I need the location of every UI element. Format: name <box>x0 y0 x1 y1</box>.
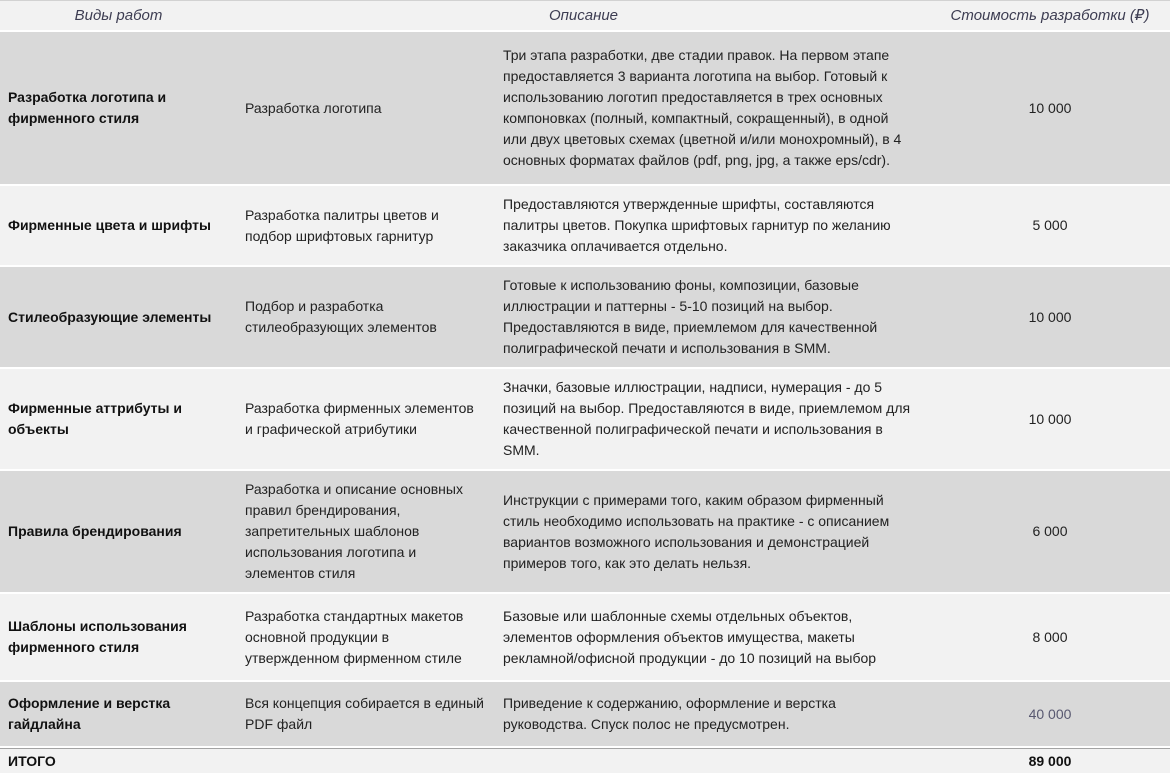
table-header-row <box>0 0 1170 30</box>
total-price: 89 000 <box>1028 753 1072 769</box>
price-cell: 10 000 <box>1028 308 1072 325</box>
table-row <box>0 32 1170 184</box>
price-cell: 10 000 <box>1028 99 1072 116</box>
work-type-cell: Оформление и верстка гайдлайна <box>8 695 171 732</box>
work-type-cell: Разработка логотипа и фирменного стиля <box>8 89 167 126</box>
price-cell: 5 000 <box>1032 217 1068 233</box>
table-row <box>0 682 1170 746</box>
table-row <box>0 594 1170 680</box>
description-cell: Значки, базовые иллюстрации, надписи, нумерация - до 5 позиций на выбор. Предоставляются в виде, приемлемом для качественной полиграфической печати и использования в SMM. <box>503 379 911 458</box>
work-subtype-cell: Разработка фирменных элементов и графической атрибутики <box>245 400 474 437</box>
work-type-cell: Фирменные цвета и шрифты <box>8 217 211 233</box>
work-subtype-cell: Разработка и описание основных правил брендирования, запретительных шаблонов использования логотипа и элементов стиля <box>245 481 463 581</box>
work-subtype-cell: Разработка палитры цветов и подбор шрифтовых гарнитур <box>245 206 439 244</box>
header-price: Стоимость разработки (₽) <box>950 7 1150 24</box>
description-cell: Три этапа разработки, две стадии правок. На первом этапе предоставляется 3 варианта логотипа на выбор. Готовый к использованию логотип предоставляется в трех основных компоновках (полный, компактный, сокращенный), в одной или двух цветовых схемах (цветной и/или монохромный), в 4 основных форматах файлов (pdf, png, jpg, а также eps/cdr). <box>503 47 902 168</box>
table-row <box>0 186 1170 265</box>
table-total-row <box>0 748 1170 773</box>
description-cell: Базовые или шаблонные схемы отдельных объектов, элементов оформления объектов имущества, макеты рекламной/офисной продукции - до 10 позиций на выбор <box>503 607 877 666</box>
description-cell: Приведение к содержанию, оформление и верстка руководства. Спуск полос не предусмотрен. <box>503 695 836 732</box>
price-cell: 8 000 <box>1032 628 1068 645</box>
work-type-cell: Фирменные аттрибуты и объекты <box>8 400 182 437</box>
header-description: Описание <box>548 7 619 24</box>
work-subtype-cell: Разработка логотипа <box>245 99 382 116</box>
work-subtype-cell: Вся концепция собирается в единый PDF файл <box>245 695 484 732</box>
work-subtype-cell: Подбор и разработка стилеобразующих элементов <box>245 298 437 335</box>
price-cell: 10 000 <box>1028 410 1072 427</box>
work-type-cell: Стилеобразующие элементы <box>8 308 212 325</box>
description-cell: Предоставляются утвержденные шрифты, составляются палитры цветов. Покупка шрифтовых гарнитур по желанию заказчика оплачивается отдельно. <box>503 196 891 254</box>
description-cell: Инструкции с примерами того, каким образом фирменный стиль необходимо использовать на практике - с описанием вариантов возможного использования и демонстрацией примеров того, как это делать нельзя. <box>503 491 890 571</box>
table-row <box>0 267 1170 367</box>
table-row <box>0 471 1170 592</box>
work-type-cell: Шаблоны использования фирменного стиля <box>8 618 187 655</box>
work-subtype-cell: Разработка стандартных макетов основной продукции в утвержденном фирменном стиле <box>245 607 464 666</box>
table-row <box>0 369 1170 469</box>
work-type-cell: Правила брендирования <box>8 523 182 539</box>
price-cell: 40 000 <box>1028 705 1072 722</box>
total-label: ИТОГО <box>8 753 56 769</box>
price-cell: 6 000 <box>1032 523 1068 539</box>
header-work-types: Виды работ <box>74 7 163 24</box>
description-cell: Готовые к использованию фоны, композиции, базовые иллюстрации и паттерны - 5-10 позиций на выбор. Предоставляются в виде, приемлемом для качественной полиграфической печати и использования в SMM. <box>503 277 878 356</box>
